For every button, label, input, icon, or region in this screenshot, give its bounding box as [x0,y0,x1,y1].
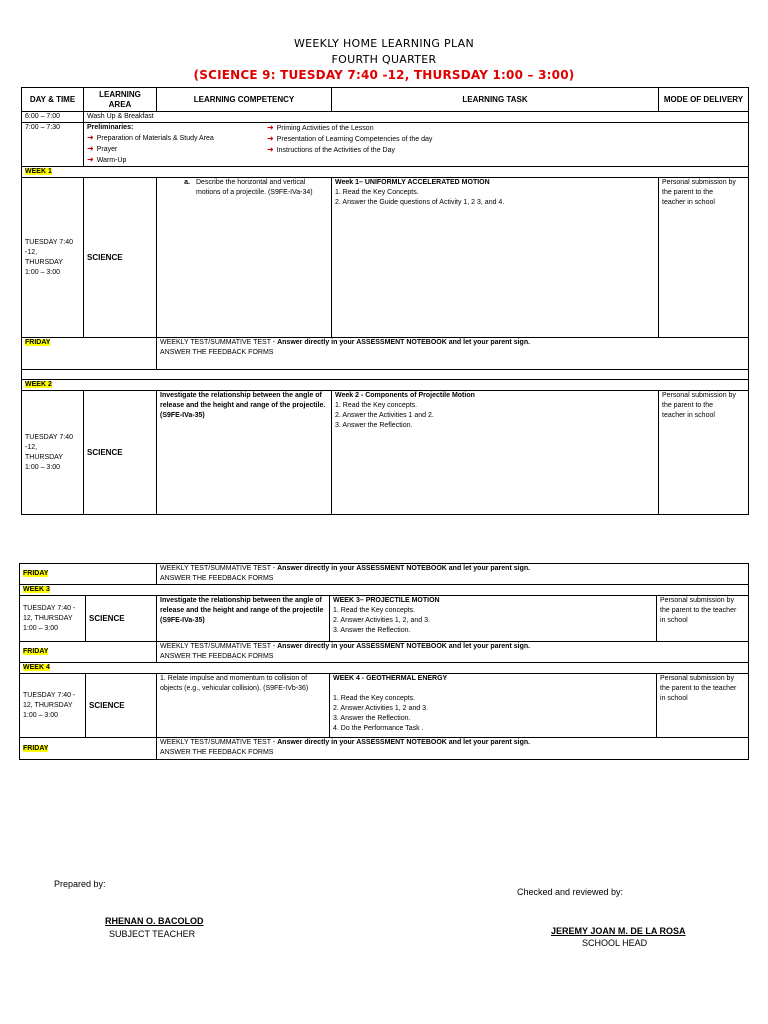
week-1-area: SCIENCE [84,178,157,338]
week-4-day-time: TUESDAY 7:40 - 12, THURSDAY 1:00 – 3:00 [20,674,86,738]
doc-title: WEEKLY HOME LEARNING PLAN [294,37,474,50]
col-header-day-time: DAY & TIME [22,88,84,112]
teacher-role: SUBJECT TEACHER [109,929,196,939]
week-2-label-row [22,380,749,391]
learning-plan-table-1 [21,87,749,515]
head-name: JEREMY JOAN M. DE LA ROSA [551,926,686,936]
week-4-delivery: Personal submission by the parent to the teacher in school [657,674,749,738]
week-2-day-time: TUESDAY 7:40 -12, THURSDAY 1:00 – 3:00 [22,391,84,515]
week-1-task: Week 1– UNIFORMLY ACCELERATED MOTION 1. Read the Key Concepts. 2. Answer the Guide questions of Activity 1, 2 3, and 4. [332,178,659,338]
week-1-label-row [22,167,749,178]
prelim-item: ➜ Presentation of Learning Competencies of the day [267,134,433,143]
week-1-task-title: Week 1– UNIFORMLY ACCELERATED MOTION [335,179,490,186]
week-2-task-title: Week 2 - Components of Projectile Motion [335,392,475,399]
friday-row-1-label: FRIDAY [22,338,157,370]
doc-schedule: (SCIENCE 9: TUESDAY 7:40 -12, THURSDAY 1:00 – 3:00) [193,68,575,82]
routine-time-1: 6:00 – 7:00 [22,112,84,123]
preliminaries-label: Preliminaries: [87,124,134,131]
arrow-bullet-icon: ➜ [87,155,94,164]
week-1-label: WEEK 1 [25,168,52,175]
week-3-label: WEEK 3 [23,586,50,593]
week-2-label: WEEK 2 [25,381,52,388]
col-header-task: LEARNING TASK [332,88,659,112]
week-4-task: WEEK 4 - GEOTHERMAL ENERGY 1. Read the Key concepts. 2. Answer Activities 1, 2 and 3. 3. Answer the Reflection. 4. Do the Performance Task . [330,674,657,738]
friday-row-2-text: WEEKLY TEST/SUMMATIVE TEST - Answer directly in your ASSESSMENT NOTEBOOK and let your parent sign. ANSWER THE FEEDBACK FORMS [157,564,749,585]
teacher-name: RHENAN O. BACOLOD [105,916,204,926]
doc-quarter: FOURTH QUARTER [331,53,437,66]
col-header-competency: LEARNING COMPETENCY [157,88,332,112]
arrow-bullet-icon: ➜ [267,123,274,132]
week-1-day-time: TUESDAY 7:40 -12, THURSDAY 1:00 – 3:00 [22,178,84,338]
week-4-task-title: WEEK 4 - GEOTHERMAL ENERGY [333,675,448,682]
week-3-delivery: Personal submission by the parent to the teacher in school [657,596,749,642]
learning-plan-table-2 [19,563,749,760]
prelim-item: ➜ Prayer [87,144,118,153]
arrow-bullet-icon: ➜ [267,145,274,154]
arrow-bullet-icon: ➜ [87,144,94,153]
col-header-learning-area: LEARNING AREA [84,88,157,112]
week-3-label-row [20,585,749,596]
week-3-competency: Investigate the relationship between the angle of release and the height and range of the projectile (S9FE-IVa-35) [157,596,330,642]
week-2-competency: Investigate the relationship between the angle of release and the height and range of the projectile. (S9FE-IVa-35) [157,391,332,515]
friday-row-3-text: WEEKLY TEST/SUMMATIVE TEST - Answer directly in your ASSESSMENT NOTEBOOK and let your parent sign. ANSWER THE FEEDBACK FORMS [157,642,749,663]
week-2-delivery: Personal submission by the parent to the teacher in school [659,391,749,515]
friday-row-1-text: WEEKLY TEST/SUMMATIVE TEST - Answer directly in your ASSESSMENT NOTEBOOK and let your parent sign. ANSWER THE FEEDBACK FORMS [157,338,749,370]
prelim-item: ➜ Preparation of Materials & Study Area [87,133,214,142]
arrow-bullet-icon: ➜ [267,134,274,143]
head-role: SCHOOL HEAD [582,938,648,948]
routine-time-2: 7:00 – 7:30 [22,123,84,167]
prepared-by-label: Prepared by: [54,879,106,889]
friday-row-4-text: WEEKLY TEST/SUMMATIVE TEST - Answer directly in your ASSESSMENT NOTEBOOK and let your parent sign. ANSWER THE FEEDBACK FORMS [157,738,749,760]
prelim-item: ➜ Instructions of the Activities of the Day [267,145,395,154]
checked-by-label: Checked and reviewed by: [517,887,624,897]
week-3-task: WEEK 3– PROJECTILE MOTION 1. Read the Key concepts. 2. Answer Activities 1, 2, and 3. 3. Answer the Reflection. [330,596,657,642]
week-1-competency: a. Describe the horizontal and vertical motions of a projectile. (S9FE-IVa-34) [157,178,332,338]
week-4-label: WEEK 4 [23,664,50,671]
prelim-item: ➜ Warm-Up [87,155,127,164]
routine-activity-1: Wash Up & Breakfast [84,112,749,123]
friday-row-3-label: FRIDAY [20,642,157,663]
week-4-area: SCIENCE [86,674,157,738]
week-3-area: SCIENCE [86,596,157,642]
friday-row-2-label: FRIDAY [20,564,157,585]
arrow-bullet-icon: ➜ [87,133,94,142]
col-header-delivery: MODE OF DELIVERY [659,88,749,112]
week-4-label-row [20,663,749,674]
week-3-task-title: WEEK 3– PROJECTILE MOTION [333,597,440,604]
week-4-competency: 1. Relate impulse and momentum to collision of objects (e.g., vehicular collision). (S9FE-IVb-36) [157,674,330,738]
friday-row-4-label: FRIDAY [20,738,157,760]
week-2-area: SCIENCE [84,391,157,515]
preliminaries-cell [84,123,749,167]
prelim-item: ➜ Priming Activities of the Lesson [267,123,374,132]
week-3-day-time: TUESDAY 7:40 - 12, THURSDAY 1:00 – 3:00 [20,596,86,642]
week-2-task: Week 2 - Components of Projectile Motion 1. Read the Key concepts. 2. Answer the Activities 1 and 2. 3. Answer the Reflection. [332,391,659,515]
week-1-delivery: Personal submission by the parent to the teacher in school [659,178,749,338]
